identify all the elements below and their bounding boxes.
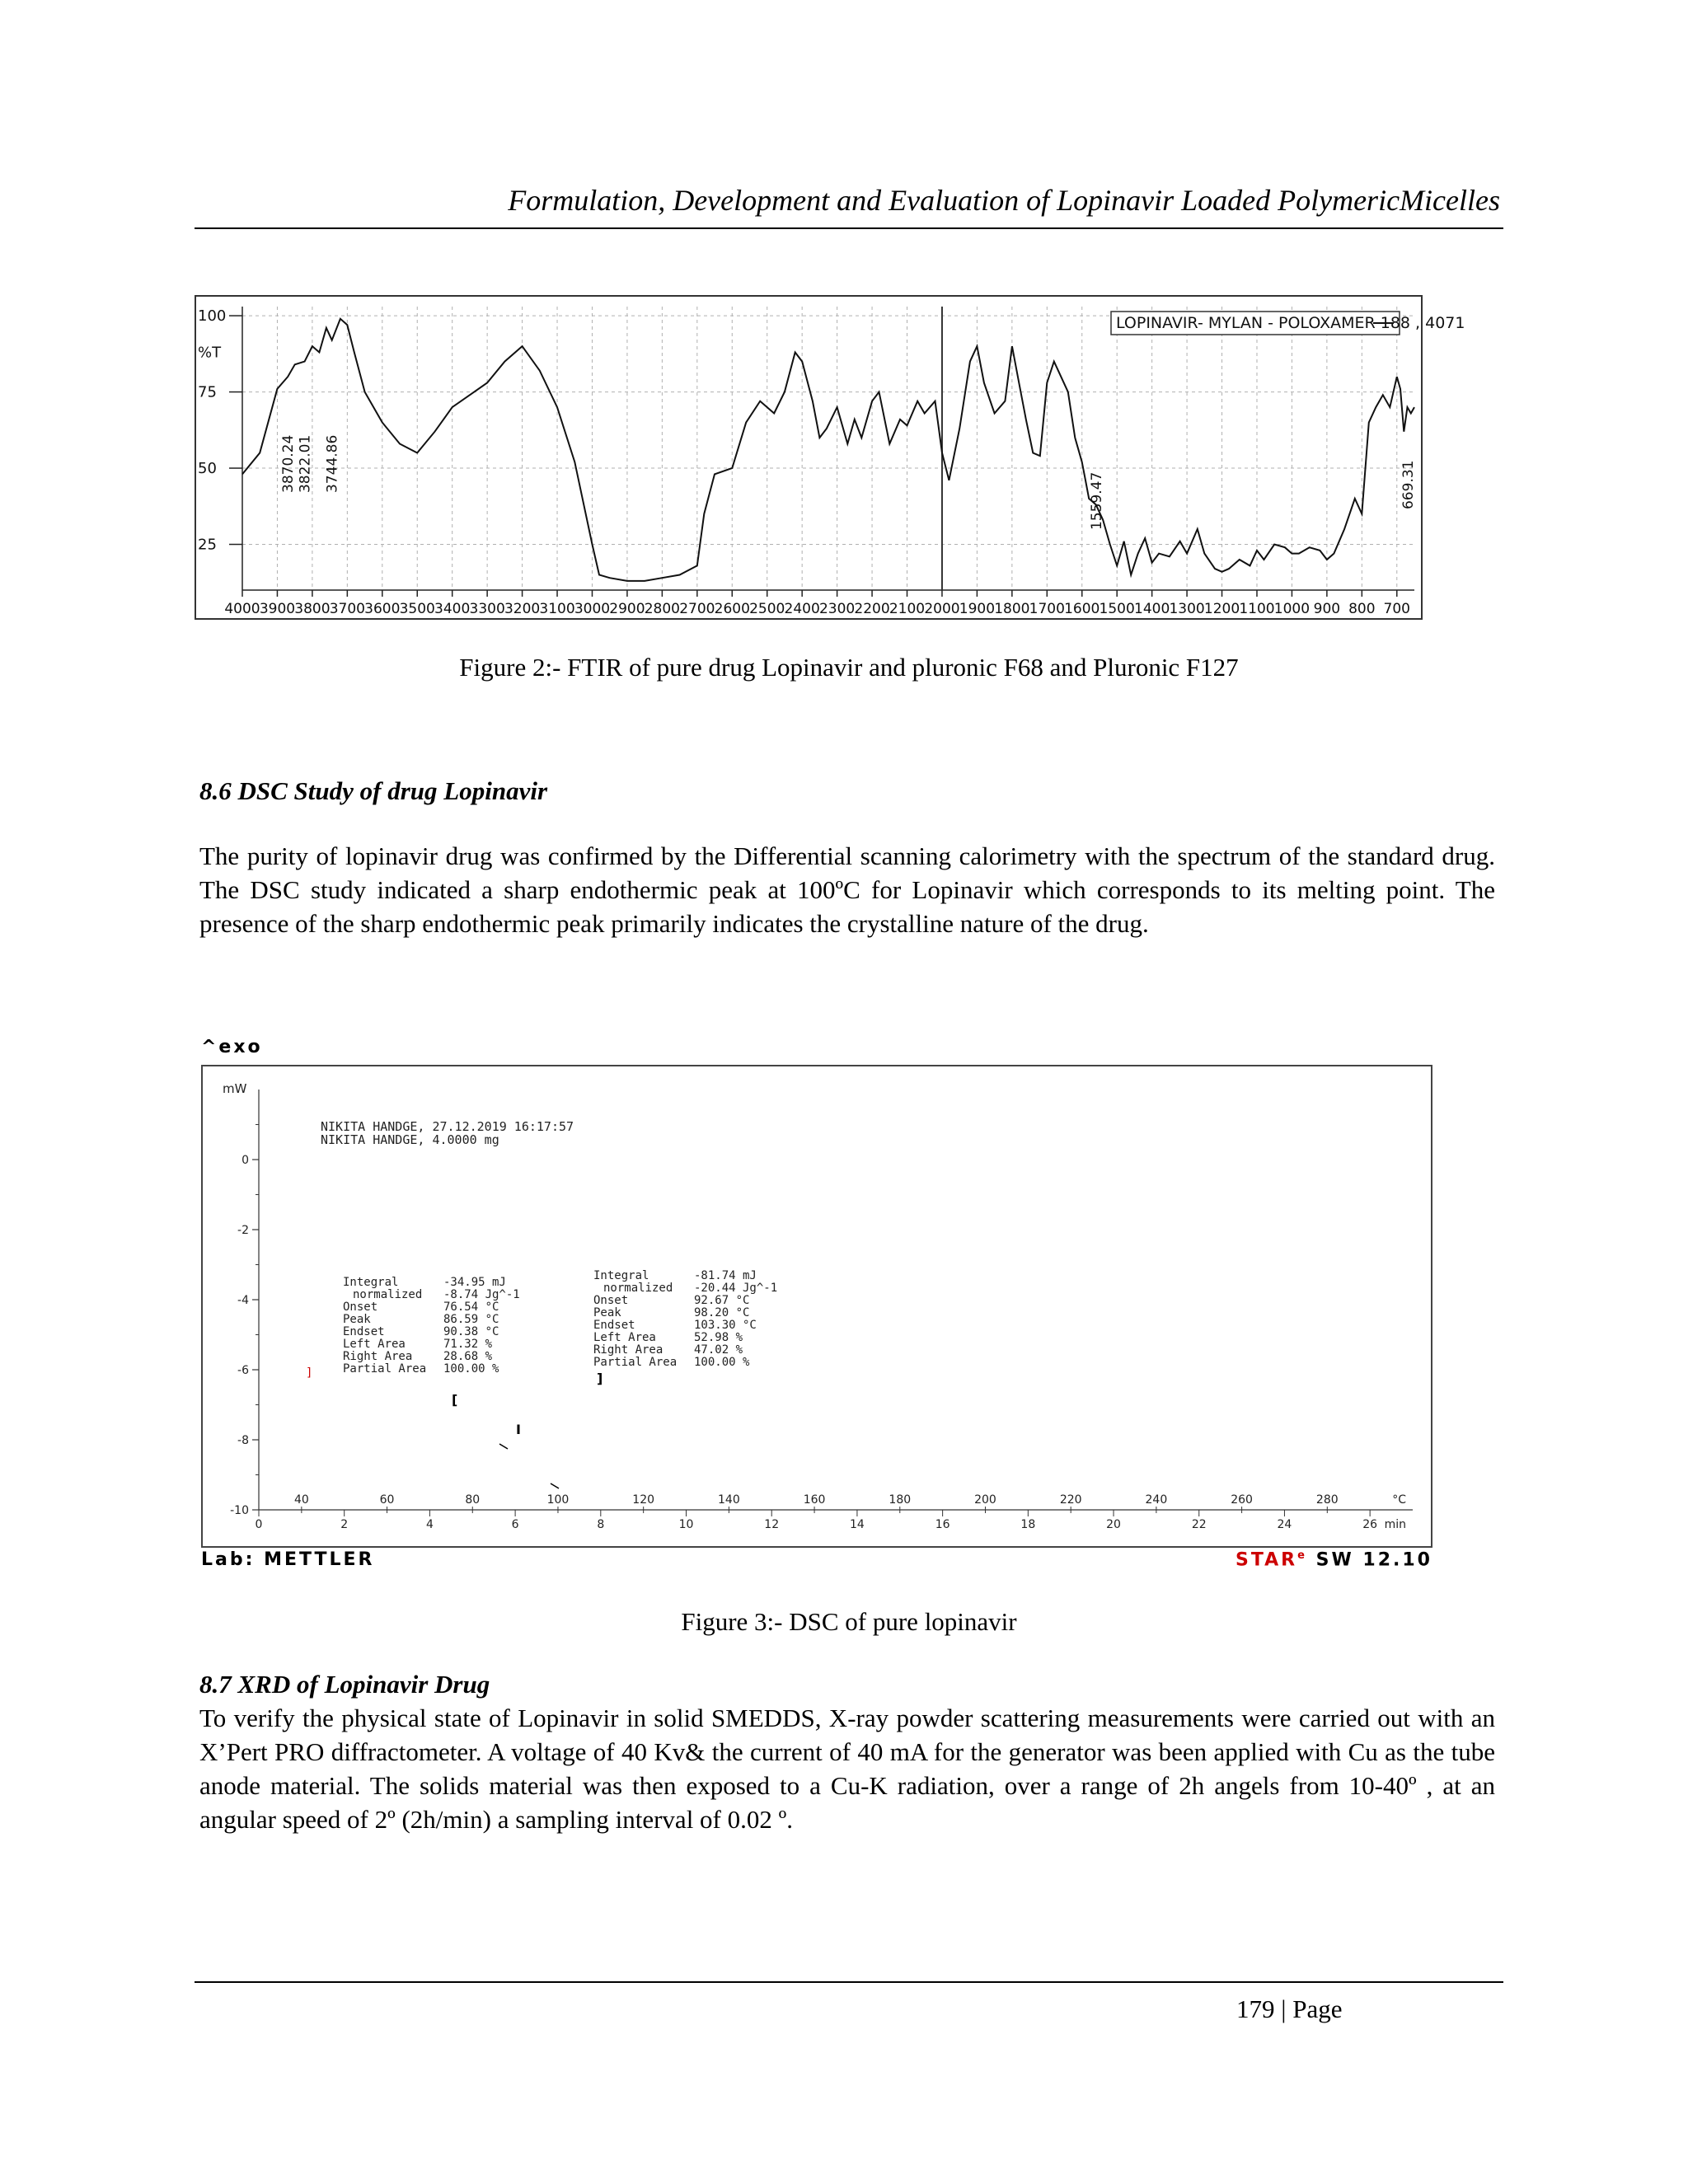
dsc-peak-value: 86.59 °C bbox=[443, 1313, 499, 1326]
dsc-peak-label: Endset bbox=[593, 1319, 635, 1332]
dsc-time-tick-label: 24 bbox=[1277, 1518, 1292, 1531]
dsc-software-label bbox=[1187, 1549, 1432, 1570]
ftir-x-tick-label: 1000 bbox=[1273, 601, 1311, 617]
ftir-x-tick-label: 1600 bbox=[1064, 601, 1100, 617]
dsc-peak-value: 92.67 °C bbox=[694, 1294, 750, 1307]
section-8-6-paragraph: The purity of lopinavir drug was confirmed by the Differential scanning calorimetry with the spectrum of the standard drug. The DSC study indicated a sharp endothermic peak at 100ºC for Lopinavir which corresponds to its melting point. The presence of the sharp endothermic peak primarily indicates the crystalline nature of the drug. bbox=[199, 841, 1495, 938]
dsc-y-tick-label: -4 bbox=[237, 1294, 249, 1307]
dsc-temp-tick-label: 140 bbox=[718, 1493, 740, 1507]
dsc-y-tick-label: -6 bbox=[237, 1364, 249, 1377]
dsc-y-tick-label: -2 bbox=[237, 1224, 249, 1237]
dsc-marker-endset: ] bbox=[597, 1371, 603, 1386]
dsc-software-version: SW 12.10 bbox=[1306, 1549, 1432, 1571]
dsc-peak-value: 52.98 % bbox=[694, 1331, 743, 1344]
ftir-y-unit: %T bbox=[198, 344, 222, 362]
dsc-exo-label: ^exo bbox=[201, 1037, 263, 1057]
ftir-x-tick-label: 3100 bbox=[539, 601, 575, 617]
ftir-legend-text: LOPINAVIR- MYLAN - POLOXAMER 188 , 4071 bbox=[1116, 314, 1465, 332]
dsc-temp-tick-label: 200 bbox=[974, 1493, 996, 1507]
header-rule bbox=[195, 227, 1503, 229]
ftir-y-tick-label: 75 bbox=[198, 383, 217, 401]
ftir-x-tick-label: 1200 bbox=[1203, 601, 1240, 617]
dsc-temp-unit: °C bbox=[1392, 1493, 1406, 1507]
ftir-x-tick-label: 1800 bbox=[994, 601, 1030, 617]
ftir-peak-label: 3744.86 bbox=[324, 434, 341, 493]
dsc-peak-label: Peak bbox=[343, 1313, 371, 1326]
ftir-x-tick-label: 2100 bbox=[889, 601, 926, 617]
dsc-peak-label: Left Area bbox=[593, 1331, 656, 1344]
ftir-x-tick-label: 1500 bbox=[1099, 601, 1135, 617]
dsc-time-tick-label: 12 bbox=[764, 1518, 780, 1531]
dsc-chart bbox=[201, 1065, 1432, 1548]
dsc-peak-value: -8.74 Jg^-1 bbox=[443, 1288, 520, 1301]
dsc-y-tick-label: -10 bbox=[230, 1504, 249, 1517]
ftir-x-tick-label: 3800 bbox=[294, 601, 331, 617]
dsc-peak-value: 47.02 % bbox=[694, 1343, 743, 1357]
dsc-temp-tick-label: 260 bbox=[1231, 1493, 1253, 1507]
dsc-peak-value: 71.32 % bbox=[443, 1338, 493, 1351]
ftir-chart bbox=[195, 295, 1465, 620]
figure3-caption: Figure 3:- DSC of pure lopinavir bbox=[681, 1607, 1017, 1636]
ftir-y-tick-label: 50 bbox=[198, 460, 217, 478]
ftir-x-tick-label: 3700 bbox=[329, 601, 365, 617]
dsc-peak-label: Partial Area bbox=[343, 1362, 427, 1376]
dsc-peak-value: 98.20 °C bbox=[694, 1306, 750, 1319]
dsc-y-tick-label: 0 bbox=[241, 1154, 249, 1167]
dsc-peak-label: Right Area bbox=[593, 1343, 663, 1357]
ftir-x-tick-label: 1900 bbox=[959, 601, 996, 617]
ftir-x-tick-label: 3900 bbox=[259, 601, 296, 617]
ftir-peak-label: 669.31 bbox=[1400, 460, 1417, 509]
ftir-x-tick-label: 900 bbox=[1313, 601, 1341, 617]
dsc-time-tick-label: 20 bbox=[1106, 1518, 1121, 1531]
figure2-caption: Figure 2:- FTIR of pure drug Lopinavir and pluronic F68 and Pluronic F127 bbox=[459, 653, 1239, 682]
dsc-peak-value: 103.30 °C bbox=[694, 1319, 757, 1332]
dsc-temp-tick-label: 40 bbox=[293, 1493, 309, 1507]
dsc-time-tick-label: 16 bbox=[935, 1518, 950, 1531]
dsc-time-tick-label: 26 bbox=[1362, 1518, 1378, 1531]
dsc-peak-label: Peak bbox=[593, 1306, 621, 1319]
ftir-y-tick-label: 25 bbox=[198, 536, 217, 554]
dsc-time-tick-label: 22 bbox=[1191, 1518, 1207, 1531]
dsc-y-unit: mW bbox=[223, 1081, 247, 1096]
dsc-peak-value: 76.54 °C bbox=[443, 1301, 499, 1314]
ftir-x-tick-label: 2700 bbox=[679, 601, 715, 617]
ftir-x-tick-label: 2200 bbox=[854, 601, 890, 617]
dsc-peak-label: Right Area bbox=[343, 1350, 413, 1363]
dsc-time-tick-label: 2 bbox=[340, 1518, 349, 1531]
section-8-7-heading: 8.7 XRD of Lopinavir Drug bbox=[199, 1670, 490, 1699]
ftir-peak-label: 1559.47 bbox=[1088, 471, 1105, 530]
dsc-peak-value: -34.95 mJ bbox=[443, 1276, 506, 1289]
ftir-x-tick-label: 2800 bbox=[644, 601, 681, 617]
footer-rule bbox=[195, 1981, 1503, 1983]
dsc-temp-tick-label: 120 bbox=[632, 1493, 655, 1507]
ftir-x-tick-label: 700 bbox=[1383, 601, 1411, 617]
dsc-temp-tick-label: 100 bbox=[546, 1493, 570, 1507]
ftir-x-tick-label: 4000 bbox=[224, 601, 260, 617]
ftir-x-tick-label: 1400 bbox=[1134, 601, 1170, 617]
dsc-peak-value: -20.44 Jg^-1 bbox=[694, 1282, 778, 1295]
dsc-temp-tick-label: 240 bbox=[1145, 1493, 1168, 1507]
dsc-time-tick-label: 10 bbox=[678, 1518, 694, 1531]
dsc-marker-start: ] bbox=[307, 1366, 312, 1380]
section-8-7-paragraph: To verify the physical state of Lopinavir in solid SMEDDS, X-ray powder scattering measurements were carried out with an X’Pert PRO diffractometer. A voltage of 40 Kv& the current of 40 mA for the generator was been applied with Cu as the tube anode material. The solids material was then exposed to a Cu-K radiation, over a range of 2h angels from 10-40º , at an angular speed of 2º (2h/min) a sampling interval of 0.02 º. bbox=[199, 1704, 1495, 1834]
ftir-frame bbox=[195, 296, 1422, 619]
page-number: 179 | Page bbox=[1236, 1994, 1343, 2023]
ftir-legend bbox=[1111, 312, 1465, 335]
ftir-x-tick-label: 3500 bbox=[399, 601, 435, 617]
dsc-temp-tick-label: 60 bbox=[379, 1493, 395, 1507]
dsc-peak-label: normalized bbox=[603, 1282, 673, 1295]
ftir-x-tick-label: 2000 bbox=[924, 601, 960, 617]
ftir-x-tick-label: 2400 bbox=[784, 601, 820, 617]
dsc-marker-onset: [ bbox=[452, 1392, 458, 1408]
ftir-x-tick-label: 2500 bbox=[749, 601, 785, 617]
dsc-peak-value: -81.74 mJ bbox=[694, 1269, 757, 1282]
ftir-x-tick-label: 1300 bbox=[1169, 601, 1205, 617]
dsc-lab-label: Lab: METTLER bbox=[201, 1549, 375, 1570]
dsc-peak-label: Left Area bbox=[343, 1338, 406, 1351]
dsc-peak-label: Onset bbox=[593, 1294, 629, 1307]
ftir-x-tick-label: 800 bbox=[1348, 601, 1376, 617]
dsc-peak-value: 100.00 % bbox=[443, 1362, 499, 1376]
dsc-time-unit: min bbox=[1384, 1518, 1406, 1531]
ftir-x-tick-label: 3600 bbox=[364, 601, 401, 617]
running-header: Formulation, Development and Evaluation of Lopinavir Loaded PolymericMicelles bbox=[508, 184, 1500, 217]
ftir-x-tick-label: 2900 bbox=[609, 601, 645, 617]
dsc-time-tick-label: 14 bbox=[850, 1518, 865, 1531]
ftir-peak-label: 3822.01 bbox=[297, 434, 314, 493]
dsc-temp-tick-label: 220 bbox=[1059, 1493, 1082, 1507]
dsc-time-tick-label: 18 bbox=[1020, 1518, 1036, 1531]
dsc-peak-value: 90.38 °C bbox=[443, 1325, 499, 1338]
dsc-time-tick-label: 6 bbox=[511, 1518, 519, 1531]
ftir-x-tick-label: 3200 bbox=[504, 601, 541, 617]
dsc-peak-label: Endset bbox=[343, 1325, 385, 1338]
dsc-marker-peak: I bbox=[516, 1422, 521, 1437]
dsc-peak-value: 100.00 % bbox=[694, 1356, 750, 1369]
dsc-peak-label: Integral bbox=[343, 1276, 399, 1289]
dsc-time-tick-label: 4 bbox=[425, 1518, 434, 1531]
dsc-peak-label: normalized bbox=[353, 1288, 423, 1301]
dsc-time-tick-label: 8 bbox=[597, 1518, 605, 1531]
dsc-temp-tick-label: 280 bbox=[1315, 1493, 1339, 1507]
dsc-y-tick-label: -8 bbox=[237, 1434, 249, 1447]
dsc-peak-value: 28.68 % bbox=[443, 1350, 493, 1363]
dsc-software-star: STAR bbox=[1236, 1549, 1298, 1571]
ftir-y-tick-label: 100 bbox=[198, 307, 227, 326]
dsc-temp-tick-label: 80 bbox=[465, 1493, 481, 1507]
section-8-6-heading: 8.6 DSC Study of drug Lopinavir bbox=[199, 776, 548, 805]
dsc-peak-label: Partial Area bbox=[593, 1356, 678, 1369]
dsc-temp-tick-label: 180 bbox=[889, 1493, 912, 1507]
ftir-x-tick-label: 2300 bbox=[818, 601, 856, 617]
ftir-x-tick-label: 3400 bbox=[434, 601, 471, 617]
dsc-peak-label: Integral bbox=[593, 1269, 649, 1282]
ftir-x-tick-label: 3300 bbox=[469, 601, 505, 617]
ftir-x-tick-label: 1700 bbox=[1029, 601, 1065, 617]
ftir-x-tick-label: 2600 bbox=[714, 601, 750, 617]
dsc-time-tick-label: 0 bbox=[255, 1518, 263, 1531]
dsc-temp-tick-label: 160 bbox=[803, 1493, 826, 1507]
dsc-info-line-2: NIKITA HANDGE, 4.0000 mg bbox=[321, 1132, 499, 1147]
dsc-software-sup: e bbox=[1297, 1549, 1307, 1562]
ftir-x-tick-label: 1100 bbox=[1239, 601, 1275, 617]
dsc-peak-label: Onset bbox=[343, 1301, 378, 1314]
ftir-x-tick-label: 3000 bbox=[574, 601, 611, 617]
ftir-peak-label: 3870.24 bbox=[280, 434, 298, 493]
dsc-info-line-1: NIKITA HANDGE, 27.12.2019 16:17:57 bbox=[321, 1119, 574, 1134]
